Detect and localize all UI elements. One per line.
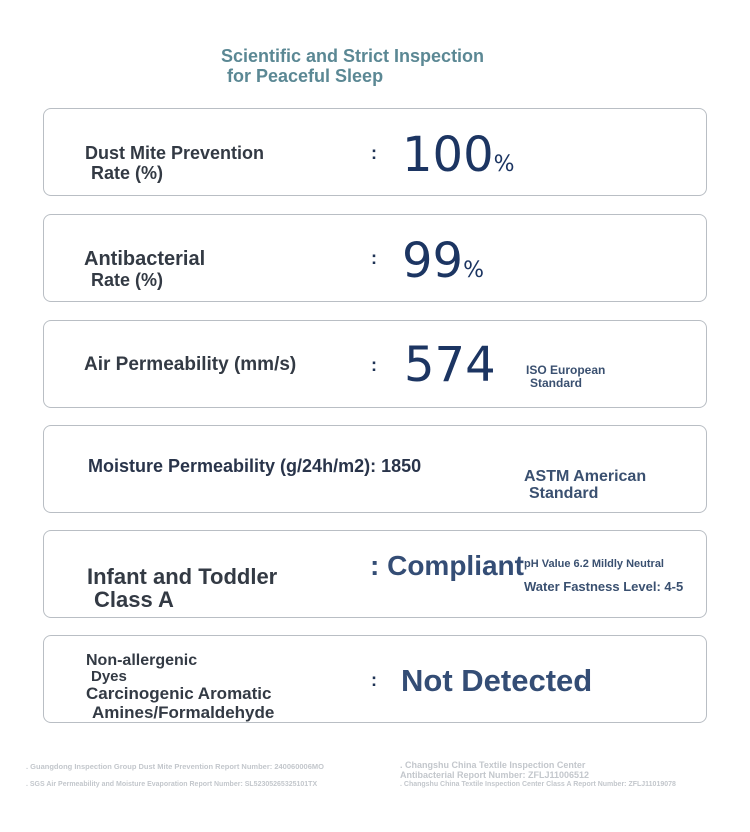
air-standard-line1: ISO European (526, 363, 606, 377)
footer-reference-3: . Changshu China Textile Inspection Center (400, 760, 586, 770)
moisture-standard-line2: Standard (529, 485, 599, 502)
header-title-line1: Scientific and Strict Inspection (221, 46, 485, 66)
footer-reference-1: . Guangdong Inspection Group Dust Mite Prevention Report Number: 240060006MO (26, 762, 324, 771)
antibacterial-label-line1: Antibacterial (84, 248, 206, 270)
moisture-standard-line1: ASTM American (524, 468, 647, 485)
non-allergenic-card (43, 635, 707, 723)
air-permeability-standard (526, 364, 605, 390)
header-title-line2: for Peaceful Sleep (227, 66, 384, 86)
infant-toddler-value: : Compliant (370, 550, 524, 581)
dust-mite-label-line1: Dust Mite Prevention (85, 143, 265, 163)
infant-toddler-card (43, 530, 707, 618)
not-detected-value: Not Detected (401, 663, 593, 698)
antibacterial-card (43, 214, 707, 302)
moisture-permeability-card (43, 425, 707, 513)
carcinogenic-line1: Carcinogenic Aromatic (86, 684, 272, 703)
antibacterial-label-line2: Rate (%) (91, 270, 164, 290)
antibacterial-value (402, 233, 484, 289)
footer-reference-2: . SGS Air Permeability and Moisture Evaporation Report Number: SL52305265325101TX (26, 781, 318, 788)
footer-reference-5: . Changshu China Textile Inspection Center Class A Report Number: ZFLJ11019078 (400, 781, 676, 788)
carcinogenic-label (86, 684, 274, 722)
dust-mite-colon: : (371, 143, 377, 163)
dust-mite-unit: % (493, 152, 515, 177)
non-allergenic-line1: Non-allergenic (86, 652, 198, 669)
air-permeability-colon: : (371, 355, 377, 375)
non-allergenic-label (86, 653, 197, 685)
moisture-permeability-standard (524, 468, 646, 502)
non-allergenic-line2: Dyes (91, 668, 127, 685)
non-allergenic-colon: : (371, 670, 377, 690)
infant-label-line2: Class A (94, 587, 174, 612)
ph-value-note: pH Value 6.2 Mildly Neutral (524, 558, 664, 570)
footer-reference-4: Antibacterial Report Number: ZFLJ11006512 (400, 770, 590, 780)
antibacterial-label (84, 249, 205, 291)
antibacterial-number: 99 (402, 233, 464, 289)
dust-mite-label-line2: Rate (%) (91, 163, 164, 183)
antibacterial-unit: % (463, 258, 484, 283)
air-permeability-value: 574 (404, 337, 496, 393)
air-permeability-card (43, 320, 707, 408)
moisture-permeability-label: Moisture Permeability (g/24h/m2): 1850 (88, 456, 422, 476)
air-permeability-label: Air Permeability (mm/s) (84, 354, 297, 375)
dust-mite-label (85, 143, 264, 183)
infant-toddler-label (87, 565, 277, 611)
dust-mite-value (402, 127, 515, 183)
infant-label-line1: Infant and Toddler (87, 564, 278, 589)
water-fastness-note: Water Fastness Level: 4-5 (524, 579, 684, 594)
carcinogenic-line2: Amines/Formaldehyde (92, 703, 275, 722)
air-standard-line2: Standard (530, 376, 583, 390)
dust-mite-card (43, 108, 707, 196)
dust-mite-number: 100 (402, 127, 494, 183)
antibacterial-colon: : (371, 248, 377, 268)
